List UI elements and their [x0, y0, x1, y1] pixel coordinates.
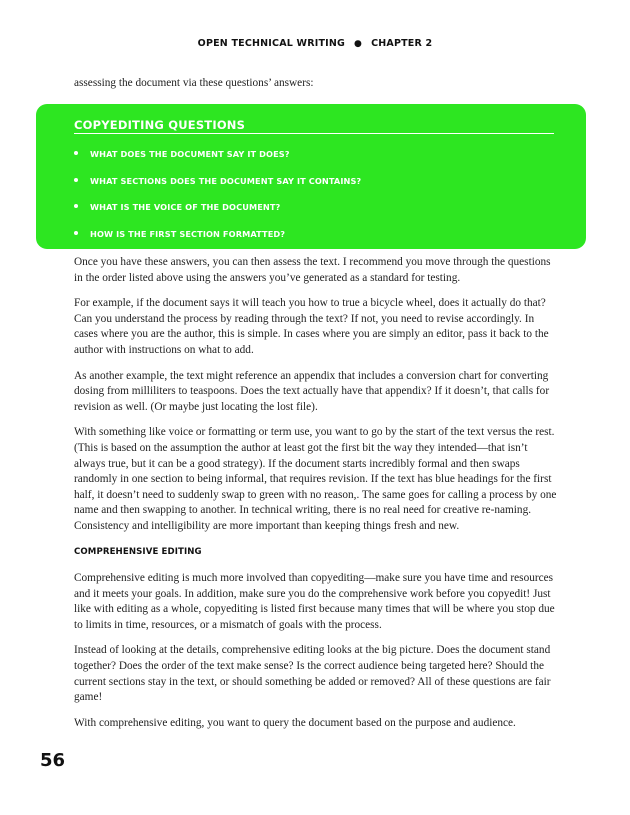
running-header	[0, 38, 630, 49]
body-paragraph: Once you have these answers, you can then assess the text. I recommend you move through the questions in the order listed above using the answers you’ve generated as a standard for testing.	[74, 256, 551, 284]
body-paragraph: With comprehensive editing, you want to query the document based on the purpose and audience.	[74, 716, 516, 729]
intro-paragraph: assessing the document via these questions’ answers:	[74, 77, 314, 89]
bullet-icon	[74, 178, 78, 182]
bullet-separator-icon: ●	[354, 39, 363, 49]
body-paragraph: As another example, the text might reference an appendix that includes a conversion chart for converting dosing from milliliters to teaspoons. Does the text actually have that appendix? If it doesn’t, that calls for revision as well. (Or maybe just locating the lost file).	[74, 369, 550, 413]
callout-question-list	[74, 149, 361, 255]
body-paragraph: For example, if the document says it will teach you how to true a bicycle wheel, does it actually do that? Can you understand the process by reading through the text? If not, you need to revise accordingly. In cases where you are the author, this is simple. In cases where you are simply an editor, pass it back to the author with instructions on what to add.	[74, 297, 549, 356]
bullet-icon	[74, 204, 78, 208]
copyediting-questions-callout	[36, 104, 586, 249]
body-paragraph: Comprehensive editing is much more involved than copyediting—make sure you have time and resources and it meets your goals. In addition, make sure you do the comprehensive work before you copyedit! Just like with editing as a whole, copyediting is listed first because many times that will be where you stop due to limits in time, resources, or a mismatch of goals with the process.	[74, 572, 555, 631]
callout-question-item: WHAT DOES THE DOCUMENT SAY IT DOES?	[74, 149, 361, 176]
callout-title: COPYEDITING QUESTIONS	[74, 118, 554, 134]
page-number: 56	[40, 750, 66, 771]
callout-question-item: WHAT SECTIONS DOES THE DOCUMENT SAY IT CONTAINS?	[74, 176, 361, 203]
main-text	[74, 255, 560, 741]
body-paragraph: Instead of looking at the details, comprehensive editing looks at the big picture. Does the document stand together? Does the order of the text make sense? Is the correct audience being targeted here? Should the current sections stay in the text, or should something be added or removed? All of these questions are fair game!	[74, 644, 551, 704]
body-paragraph: With something like voice or formatting or term use, you want to go by the start of the text versus the rest. (This is based on the assumption the author at least got the first bit the way they intended—that isn’t always true, but it can be a good strategy). If the document starts incredibly formal and then swaps randomly in one section to being informal, that requires revision. If the text has blue headings for the first half, it doesn’t need to suddenly swap to green with no reason,. The same goes for calling a process by one name and then swapping to another. In technical writing, there is no real need for creative re-naming. Consistency and intelligibility are more important than keeping things fresh and new.	[74, 426, 557, 532]
book-title: OPEN TECHNICAL WRITING	[197, 38, 346, 49]
intro-line	[74, 76, 560, 102]
chapter-label: CHAPTER 2	[371, 38, 433, 49]
callout-question-item: WHAT IS THE VOICE OF THE DOCUMENT?	[74, 202, 361, 229]
bullet-icon	[74, 151, 78, 155]
callout-question-item: HOW IS THE FIRST SECTION FORMATTED?	[74, 229, 361, 256]
section-heading: COMPREHENSIVE EDITING	[74, 546, 202, 557]
bullet-icon	[74, 231, 78, 235]
